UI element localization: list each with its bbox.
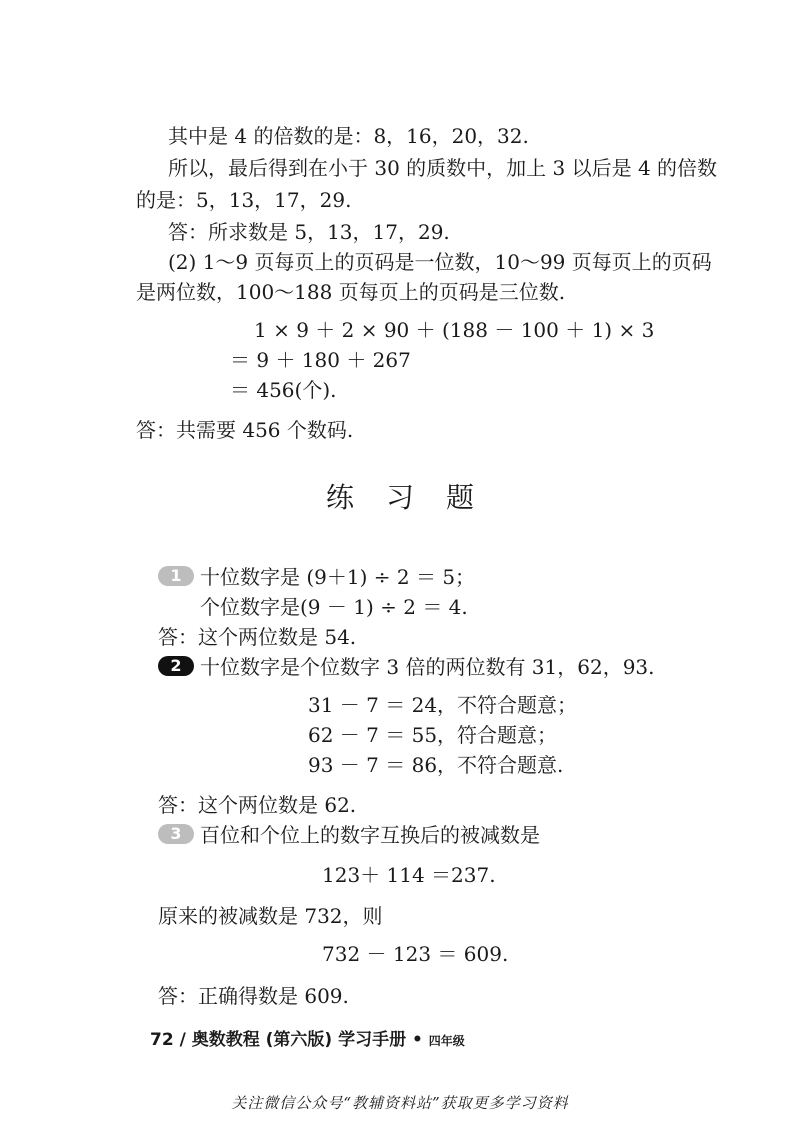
watermark-text: 关注微信公众号“教辅资料站”获取更多学习资料: [231, 1094, 569, 1112]
equation-line: 31 － 7 ＝ 24，不符合题意；: [308, 693, 578, 717]
text-line: 是两位数，100～188 页每页上的页码是三位数.: [136, 280, 566, 304]
problem-2: [158, 653, 655, 681]
text-line: 个位数字是(9 － 1) ÷ 2 ＝ 4.: [200, 595, 468, 619]
text-line: 原来的被减数是 732，则: [158, 904, 383, 928]
text-line: 的是：5，13，17，29.: [136, 188, 352, 212]
answer-line: 答：正确得数是 609.: [158, 984, 349, 1008]
text-line: (2) 1～9 页每页上的页码是一位数，10～99 页每页上的页码: [168, 250, 712, 274]
problem-3: [158, 821, 540, 849]
page-number: 72: [150, 1030, 174, 1050]
book-title: / 奥数教程 (第六版) 学习手册 •: [173, 1030, 429, 1050]
answer-line: 答：这个两位数是 54.: [158, 625, 357, 649]
text-line: 所以，最后得到在小于 30 的质数中，加上 3 以后是 4 的倍数: [168, 156, 718, 180]
equation-line: 732 － 123 ＝ 609.: [322, 942, 509, 966]
problem-number-badge: 1: [158, 566, 194, 586]
problem-text: 十位数字是个位数字 3 倍的两位数有 31，62，93.: [200, 655, 655, 679]
answer-line: 答：这个两位数是 62.: [158, 793, 357, 817]
problem-1: [158, 563, 475, 591]
equation-line: ＝ 456(个).: [230, 378, 337, 402]
problem-text: 十位数字是 (9＋1) ÷ 2 ＝ 5；: [200, 565, 476, 589]
exercise-title: 练习题: [325, 481, 506, 514]
problem-number-badge: 2: [158, 656, 194, 676]
grade-label: 四年级: [428, 1034, 465, 1048]
answer-line: 答：所求数是 5，13，17，29.: [168, 220, 450, 244]
equation-line: 62 － 7 ＝ 55，符合题意；: [308, 723, 558, 747]
answer-line: 答：共需要 456 个数码.: [136, 418, 354, 442]
problem-number-badge: 3: [158, 824, 194, 844]
equation-line: ＝ 9 ＋ 180 ＋ 267: [230, 348, 411, 372]
equation-line: 93 － 7 ＝ 86，不符合题意.: [308, 753, 564, 777]
text-line: 其中是 4 的倍数的是：8，16，20，32.: [168, 124, 529, 148]
equation-line: 1 × 9 ＋ 2 × 90 ＋ (188 － 100 ＋ 1) × 3: [254, 318, 655, 342]
equation-line: 123＋ 114 ＝237.: [322, 863, 496, 887]
problem-text: 百位和个位上的数字互换后的被减数是: [200, 823, 540, 847]
page-footer: [150, 1028, 465, 1053]
